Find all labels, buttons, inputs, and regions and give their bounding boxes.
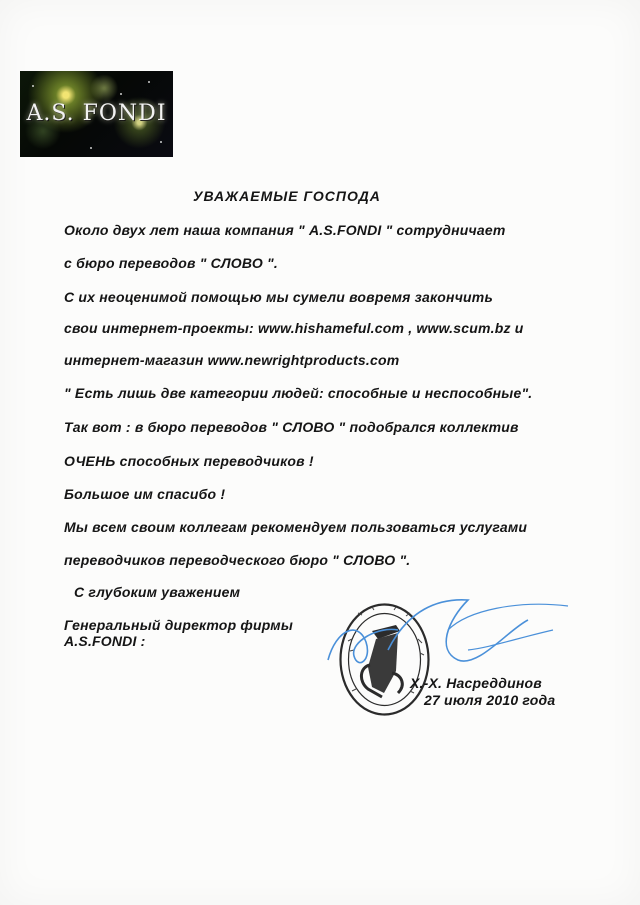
signatory-company: A.S.FONDI : [64,633,146,649]
logo-text: A.S. FONDI [26,101,167,126]
signatory-name: Х.-Х. Насреддинов [410,675,542,691]
letter-line: С их неоценимой помощью мы сумели вовремя закончить [64,289,493,305]
signatory-title: Генеральный директор фирмы [64,617,294,633]
closing-line: С глубоким уважением [74,584,241,600]
letter-line: интернет-магазин www.newrightproducts.com [64,352,400,368]
letter-line: переводчиков переводческого бюро " СЛОВО ". [64,552,411,568]
letter-date: 27 июля 2010 года [424,692,556,708]
letter-line: с бюро переводов " СЛОВО ". [64,255,278,271]
company-logo [20,71,173,157]
letter-line: ОЧЕНЬ способных переводчиков ! [64,453,314,469]
letter-line: свои интернет-проекты: www.hishameful.com , www.scum.bz и [64,320,524,336]
letter-line: Около двух лет наша компания " A.S.FONDI " сотрудничает [64,222,506,238]
letter-line: Так вот : в бюро переводов " СЛОВО " подобрался коллектив [64,419,519,435]
letter-line: Большое им спасибо ! [64,486,226,502]
letter-line: " Есть лишь две категории людей: способные и неспособные". [64,385,533,401]
letter-heading: УВАЖАЕМЫЕ ГОСПОДА [193,188,381,204]
letter-line: Мы всем своим коллегам рекомендуем пользоваться услугами [64,519,528,535]
